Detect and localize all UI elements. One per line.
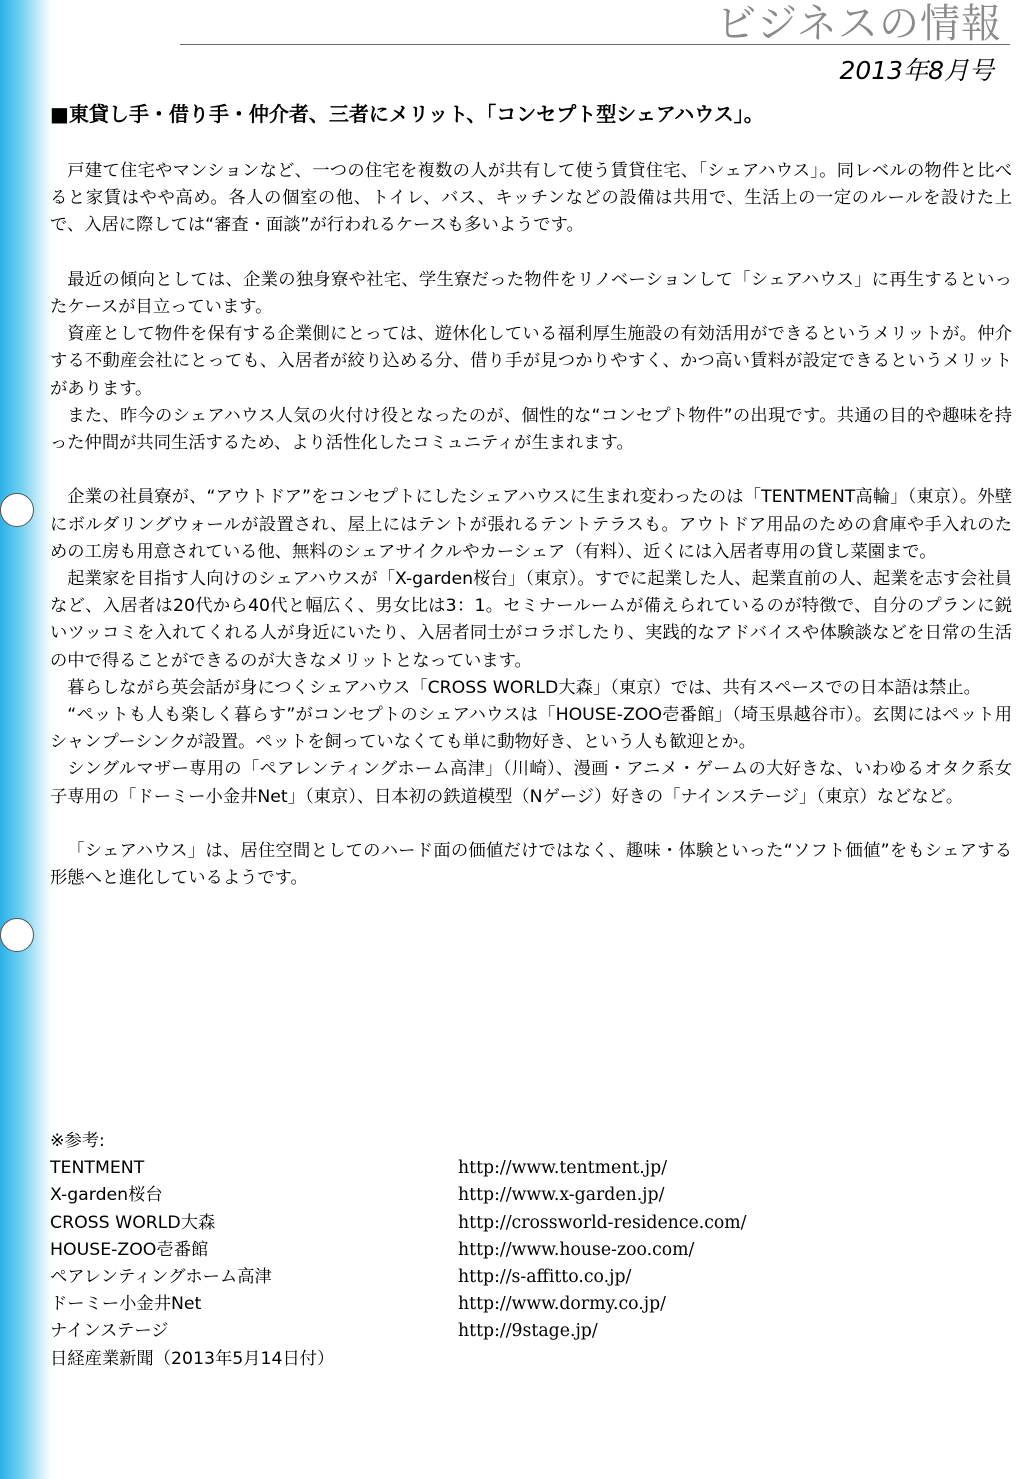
reference-url: http://9stage.jp/: [458, 1321, 598, 1342]
binder-hole-top: [0, 493, 34, 527]
paragraph: また、昨今のシェアハウス人気の火付け役となったのが、個性的な“コンセプト物件”の出現です。共通の目的や趣味を持った仲間が共同生活するため、より活性化したコミュニティが生まれます。: [50, 405, 1012, 454]
reference-row: [50, 1210, 950, 1237]
reference-url: http://www.tentment.jp/: [458, 1158, 668, 1179]
header-divider: [180, 44, 1010, 45]
reference-name: HOUSE-ZOO壱番館: [50, 1239, 209, 1260]
article-body: [50, 158, 1012, 892]
references-section: [50, 1128, 950, 1373]
paragraph: 暮らしながら英会話が身につくシェアハウス「CROSS WORLD大森」（東京）では、共有スペースでの日本語は禁止。: [67, 677, 981, 698]
reference-name: TENTMENT: [50, 1158, 145, 1179]
paragraph: 企業の社員寮が、“アウトドア”をコンセプトにしたシェアハウスに生まれ変わったのは「TENTMENT高輪」（東京）。外壁にボルダリングウォールが設置され、屋上にはテントが張れるテントテラスも。アウトドア用品のための倉庫や手入れのための工房も用意されている他、無料のシェアサイクルやカーシェア（有料）、近くには入居者専用の貸し菜園まで。: [50, 487, 1012, 562]
reference-name: CROSS WORLD大森: [50, 1212, 216, 1233]
paragraph: 資産として物件を保有する企業側にとっては、遊休化している福利厚生施設の有効活用ができるというメリットが。仲介する不動産会社にとっても、入居者が絞り込める分、借り手が見つかりやすく、かつ高い賃料が設定できるというメリットがあります。: [50, 324, 1012, 399]
binder-hole-bottom: [0, 918, 34, 952]
references-label: ※参考:: [50, 1131, 105, 1151]
reference-row: [50, 1182, 950, 1209]
paragraph: 「シェアハウス」は、居住空間としてのハード面の価値だけではなく、趣味・体験といった“ソフト価値”をもシェアする形態へと進化しているようです。: [50, 841, 1012, 889]
reference-row: [50, 1237, 950, 1264]
reference-url: http://www.x-garden.jp/: [458, 1185, 665, 1206]
reference-name: X-garden桜台: [50, 1185, 163, 1206]
decorative-side-band: [0, 0, 52, 1479]
paragraph: シングルマザー専用の「ペアレンティングホーム高津」（川崎）、漫画・アニメ・ゲームの大好きな、いわゆるオタク系女子専用の「ドーミー小金井Net」（東京）、日本初の鉄道模型（Nゲージ）好きの「ナインステージ」（東京）などなど。: [50, 759, 1012, 807]
reference-row: [50, 1291, 950, 1318]
paragraph-gap: [50, 240, 1012, 267]
issue-date: 2013年8月号: [839, 56, 994, 85]
reference-row: [50, 1155, 950, 1182]
reference-row: [50, 1264, 950, 1291]
paragraph: 最近の傾向としては、企業の独身寮や社宅、学生寮だった物件をリノベーションして「シェアハウス」に再生するといったケースが目立っています。: [50, 269, 1012, 317]
paragraph: 起業家を目指す人向けのシェアハウスが「X-garden桜台」（東京）。すでに起業した人、起業直前の人、起業を志す会社員など、入居者は20代から40代と幅広く、男女比は3：1。セミナールームが備えられているのが特徴で、自分のプランに鋭いツッコミを入れてくれる人が身近にいたり、入居者同士がコラボしたり、実践的なアドバイスや体験談などを日常の生活の中で得ることができるのが大きなメリットとなっています。: [50, 569, 1012, 671]
paragraph-gap: [50, 811, 1012, 838]
paragraph-gap: [50, 457, 1012, 484]
paragraph: “ペットも人も楽しく暮らす”がコンセプトのシェアハウスは「HOUSE-ZOO壱番館」（埼玉県越谷市）。玄関にはペット用シャンプーシンクが設置。ペットを飼っていなくても単に動物好き、という人も歓迎とか。: [50, 705, 1012, 753]
reference-url: http://www.house-zoo.com/: [458, 1239, 695, 1260]
reference-name: ドーミー小金井Net: [50, 1294, 202, 1315]
article-title: ■東貸し手・借り手・仲介者、三者にメリット、「コンセプト型シェアハウス」。: [50, 102, 764, 126]
reference-url: http://crossworld-residence.com/: [458, 1212, 747, 1233]
reference-name: ペアレンティングホーム高津: [50, 1267, 272, 1288]
paragraph: 戸建て住宅やマンションなど、一つの住宅を複数の人が共有して使う賃貸住宅、「シェアハウス」。同レベルの物件と比べると家賃はやや高め。各人の個室の他、トイレ、バス、キッチンなどの設備は共用で、生活上の一定のルールを設けた上で、入居に際しては“審査・面談”が行われるケースも多いようです。: [50, 161, 1012, 236]
reference-url: http://s-affitto.co.jp/: [458, 1267, 632, 1288]
page-header-title: ビジネスの情報: [716, 1, 1002, 47]
reference-url: http://www.dormy.co.jp/: [458, 1294, 666, 1315]
reference-name: ナインステージ: [50, 1321, 169, 1342]
reference-source: 日経産業新聞（2013年5月14日付）: [50, 1348, 335, 1369]
reference-row: [50, 1318, 950, 1345]
